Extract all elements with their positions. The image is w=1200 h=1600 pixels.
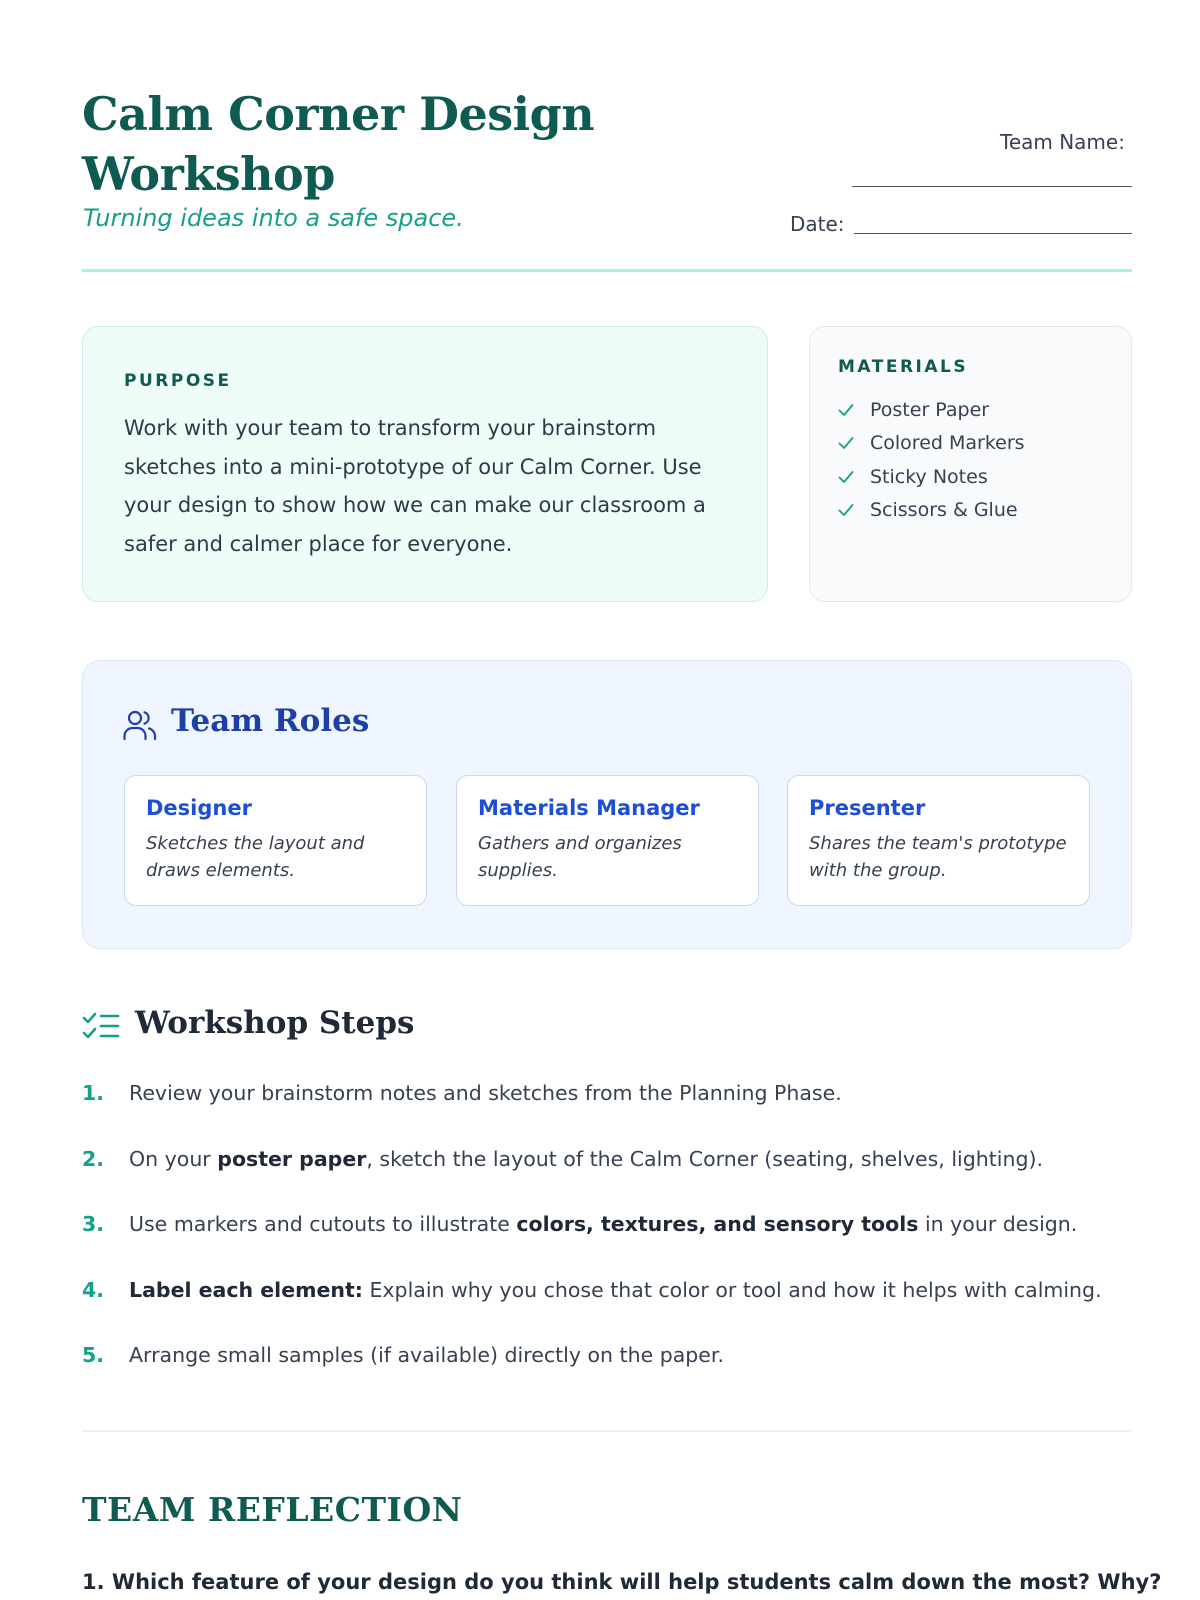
purpose-text: Work with your team to transform your brainstorm sketches into a mini-prototype of our Calm Corner. Use your design to show how we can make our classroom a safer and calmer place for everyone.	[124, 416, 706, 556]
check-icon	[838, 436, 854, 450]
team-roles-card	[82, 660, 1132, 949]
check-icon	[838, 470, 854, 484]
role-card-materials-manager	[456, 775, 759, 906]
role-description: Sketches the layout and draws elements.	[146, 833, 365, 881]
role-name: Presenter	[809, 796, 926, 820]
header-divider	[82, 269, 1132, 272]
materials-item-label: Colored Markers	[870, 432, 1025, 455]
step-number: 5.	[82, 1343, 105, 1367]
materials-item	[838, 494, 1025, 528]
materials-item	[838, 393, 1025, 427]
check-icon	[838, 503, 854, 517]
role-card-presenter	[787, 775, 1090, 906]
materials-card	[809, 326, 1132, 602]
materials-list	[838, 393, 1025, 527]
role-name: Designer	[146, 796, 252, 820]
date-line	[854, 233, 1132, 234]
role-card-designer	[124, 775, 427, 906]
purpose-card	[82, 326, 768, 602]
team-name-label: Team Name:	[1000, 130, 1125, 154]
role-description: Gathers and organizes supplies.	[478, 833, 682, 881]
materials-item-label: Poster Paper	[870, 398, 990, 421]
team-reflection-heading: TEAM REFLECTION	[82, 1490, 463, 1529]
check-icon	[838, 403, 854, 417]
date-label: Date:	[790, 212, 845, 236]
step-number: 3.	[82, 1212, 105, 1236]
page-title: Calm Corner Design Workshop	[82, 87, 595, 201]
team-name-line	[852, 186, 1132, 187]
step-text: Arrange small samples (if available) directly on the paper.	[129, 1343, 724, 1367]
step-number: 4.	[82, 1277, 105, 1302]
team-roles-heading: Team Roles	[171, 703, 370, 739]
materials-heading: MATERIALS	[838, 357, 969, 377]
purpose-heading: PURPOSE	[124, 371, 232, 391]
checklist-icon	[82, 1011, 120, 1043]
materials-item	[838, 427, 1025, 461]
step-text: Use markers and cutouts to illustrate colors, textures, and sensory tools in your design.	[129, 1212, 1078, 1236]
step-text: Review your brainstorm notes and sketches from the Planning Phase.	[129, 1081, 842, 1105]
role-name: Materials Manager	[478, 796, 700, 820]
step-number: 1.	[82, 1081, 105, 1105]
section-divider	[82, 1430, 1132, 1432]
materials-item	[838, 460, 1025, 494]
step-number: 2.	[82, 1146, 105, 1171]
materials-item-label: Sticky Notes	[870, 465, 988, 488]
reflection-question: 1. Which feature of your design do you think will help students calm down the most? Why?	[82, 1570, 1162, 1594]
page-subtitle: Turning ideas into a safe space.	[83, 204, 464, 232]
step-text: On your poster paper, sketch the layout of the Calm Corner (seating, shelves, lighting).	[129, 1146, 1043, 1171]
workshop-steps-heading: Workshop Steps	[135, 1005, 415, 1041]
users-icon	[123, 709, 157, 741]
step-text: Label each element: Explain why you chose that color or tool and how it helps with calming.	[129, 1277, 1102, 1302]
materials-item-label: Scissors & Glue	[870, 499, 1018, 522]
role-description: Shares the team's prototype with the group.	[809, 833, 1067, 881]
